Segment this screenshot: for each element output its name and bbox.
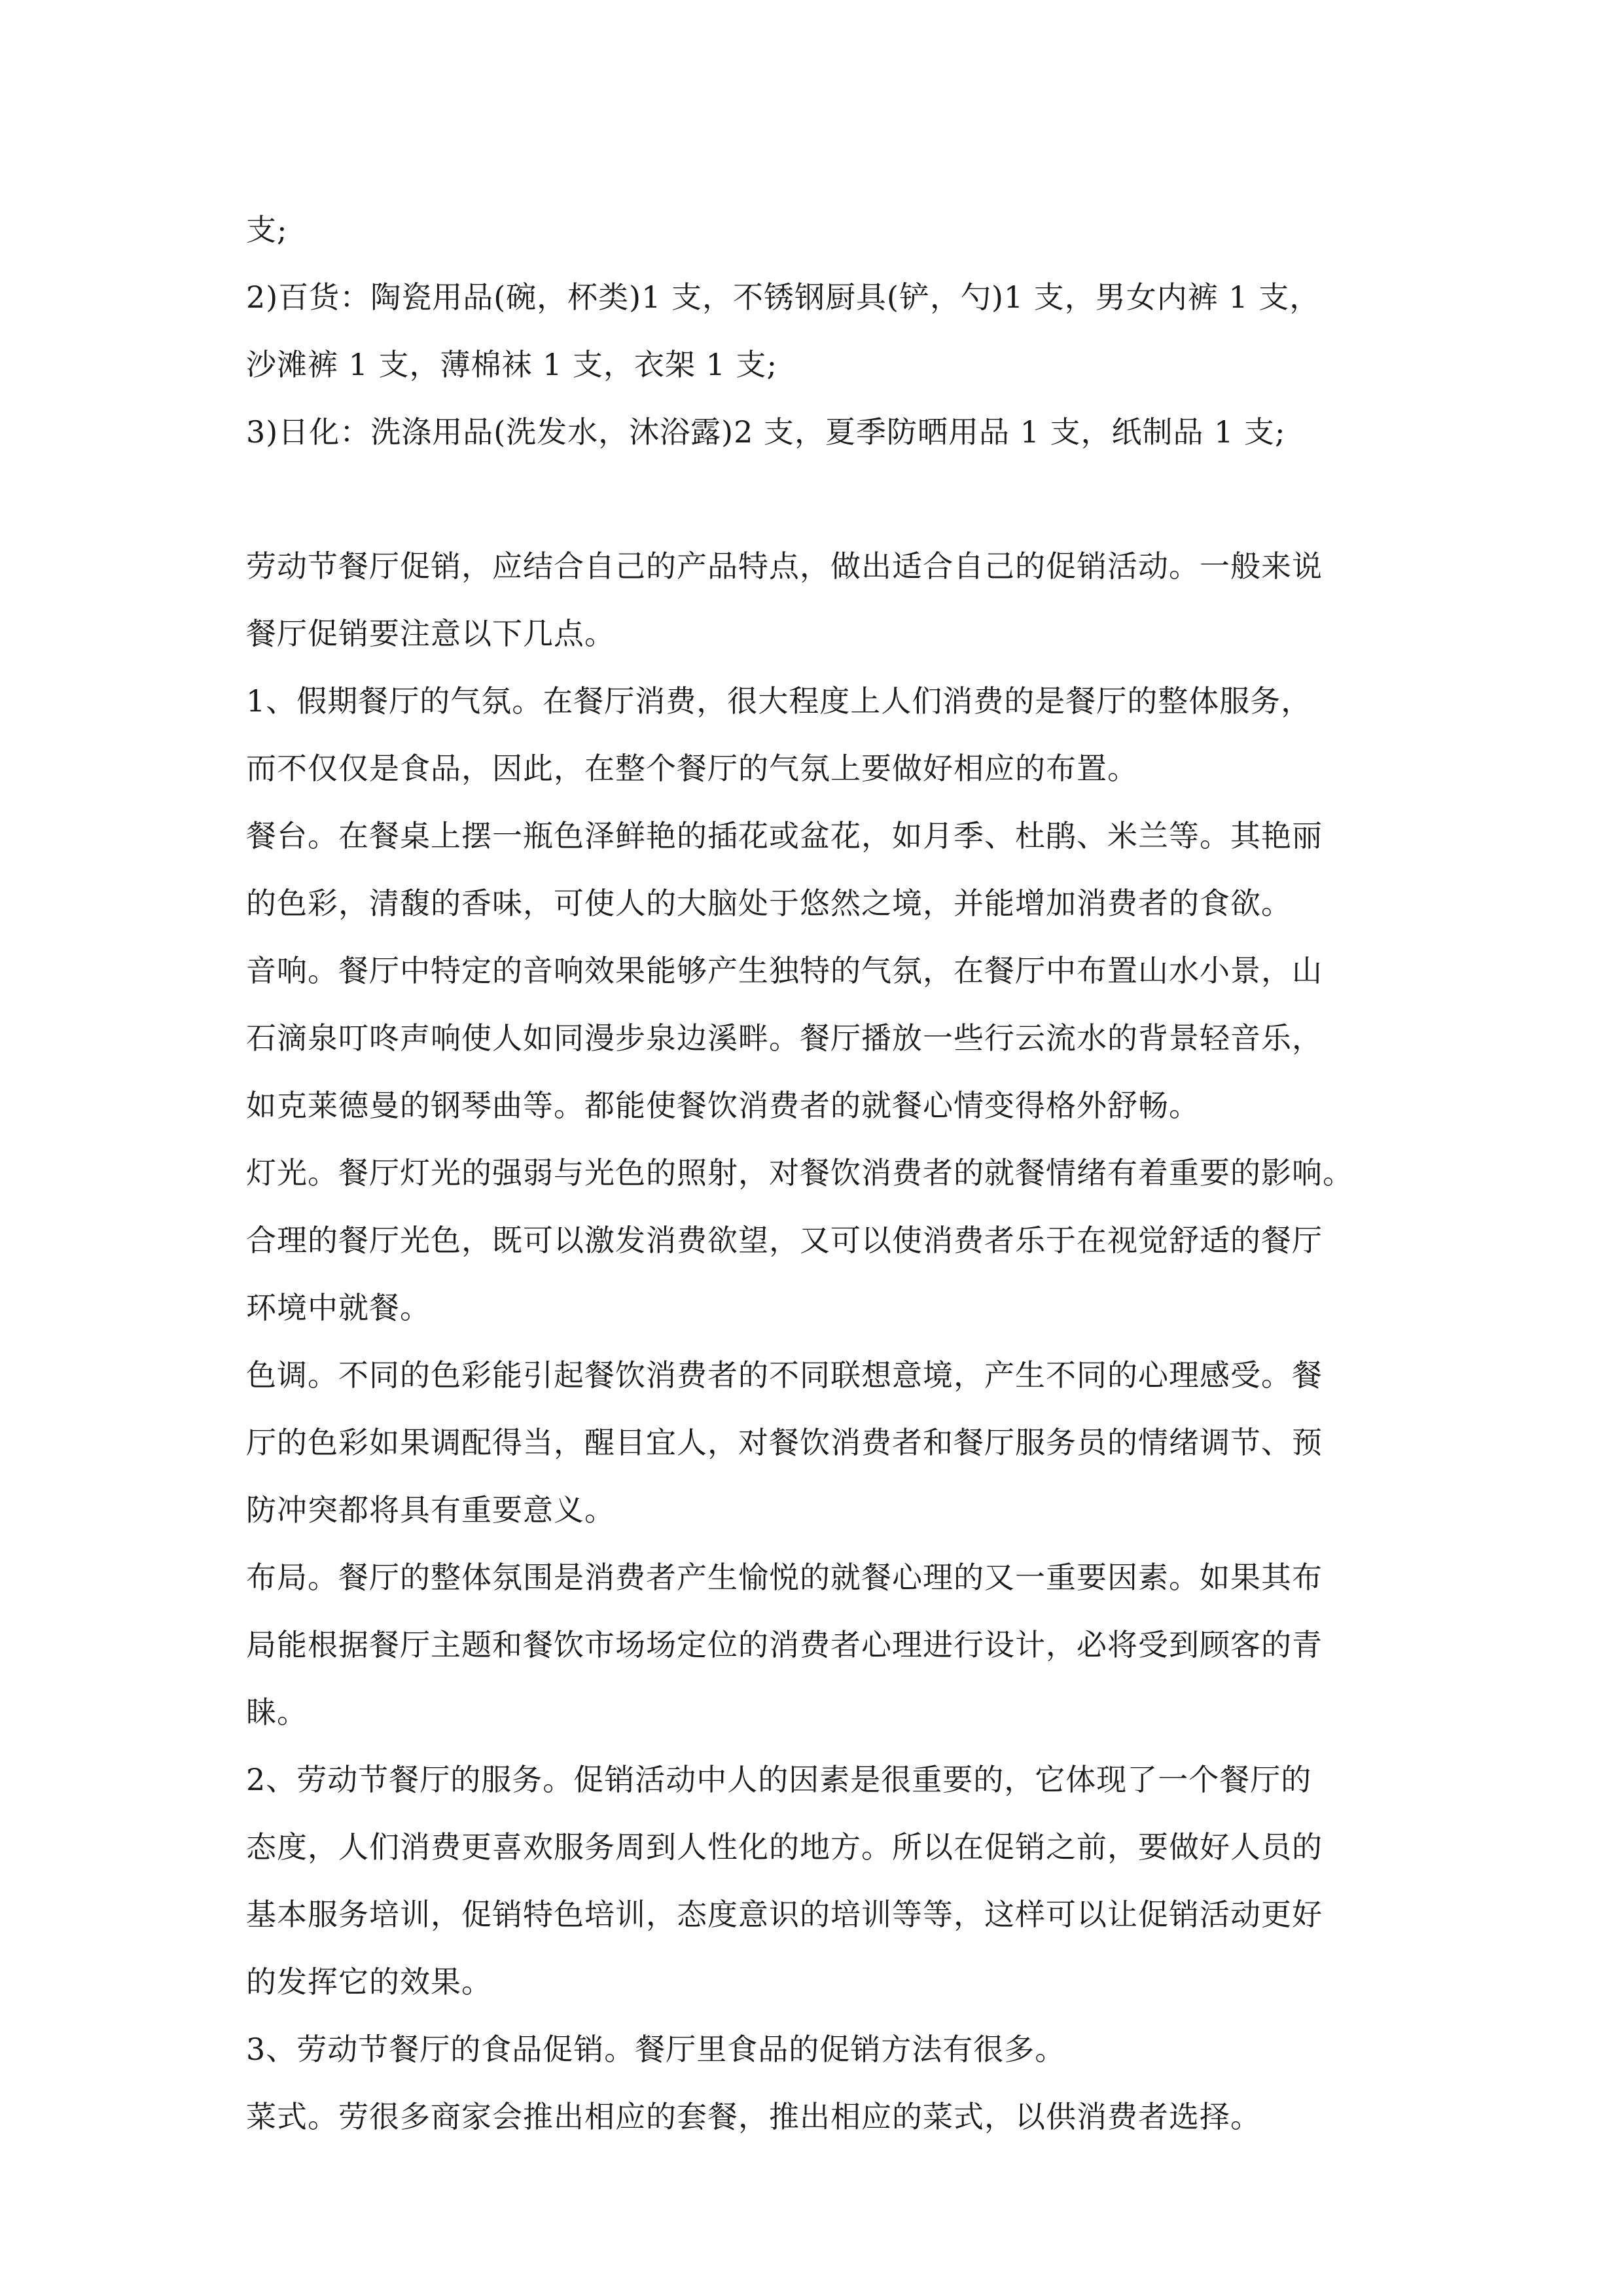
text-line: 态度，人们消费更喜欢服务周到人性化的地方。所以在促销之前，要做好人员的 xyxy=(246,1829,1323,1865)
text-line: 布局。餐厅的整体氛围是消费者产生愉悦的就餐心理的又一重要因素。如果其布 xyxy=(246,1560,1323,1595)
text-line: 餐厅促销要注意以下几点。 xyxy=(246,616,615,651)
text-line: 合理的餐厅光色，既可以激发消费欲望，又可以使消费者乐于在视觉舒适的餐厅 xyxy=(246,1223,1323,1258)
text-line: 基本服务培训，促销特色培训，态度意识的培训等等，这样可以让促销活动更好 xyxy=(246,1897,1323,1932)
text-line: 石滴泉叮咚声响使人如同漫步泉边溪畔。餐厅播放一些行云流水的背景轻音乐， xyxy=(246,1020,1323,1056)
text-line: 菜式。劳很多商家会推出相应的套餐，推出相应的菜式，以供消费者选择。 xyxy=(246,2099,1261,2134)
text-line: 支; xyxy=(246,212,288,247)
text-line: 的色彩，清馥的香味，可使人的大脑处于悠然之境，并能增加消费者的食欲。 xyxy=(246,886,1292,921)
text-line: 灯光。餐厅灯光的强弱与光色的照射，对餐饮消费者的就餐情绪有着重要的影响。 xyxy=(246,1155,1353,1191)
text-line: 的发挥它的效果。 xyxy=(246,1964,492,2000)
text-line: 3、劳动节餐厅的食品促销。餐厅里食品的促销方法有很多。 xyxy=(246,2032,1066,2067)
text-line: 防冲突都将具有重要意义。 xyxy=(246,1492,615,1528)
text-line: 劳动节餐厅促销，应结合自己的产品特点，做出适合自己的促销活动。一般来说 xyxy=(246,548,1323,584)
text-line: 而不仅仅是食品，因此，在整个餐厅的气氛上要做好相应的布置。 xyxy=(246,751,1138,786)
text-line: 厅的色彩如果调配得当，醒目宜人，对餐饮消费者和餐厅服务员的情绪调节、预 xyxy=(246,1425,1323,1460)
paragraph-gap xyxy=(246,466,1385,533)
text-line: 如克莱德曼的钢琴曲等。都能使餐饮消费者的就餐心情变得格外舒畅。 xyxy=(246,1088,1200,1123)
document-body xyxy=(246,196,1385,2151)
text-line: 睐。 xyxy=(246,1695,308,1730)
text-line: 2)百货：陶瓷用品(碗，杯类)1 支，不锈钢厨具(铲，勺)1 支，男女内裤 1 支， xyxy=(246,279,1321,315)
text-line: 环境中就餐。 xyxy=(246,1290,431,1325)
text-line: 沙滩裤 1 支，薄棉袜 1 支，衣架 1 支; xyxy=(246,347,778,382)
text-line: 色调。不同的色彩能引起餐饮消费者的不同联想意境，产生不同的心理感受。餐 xyxy=(246,1357,1323,1393)
text-line: 3)日化：洗涤用品(洗发水，沐浴露)2 支，夏季防晒用品 1 支，纸制品 1 支; xyxy=(246,414,1286,450)
text-line: 1、假期餐厅的气氛。在餐厅消费，很大程度上人们消费的是餐厅的整体服务， xyxy=(246,683,1312,719)
text-line: 局能根据餐厅主题和餐饮市场场定位的消费者心理进行设计，必将受到顾客的青 xyxy=(246,1627,1323,1662)
text-line: 餐台。在餐桌上摆一瓶色泽鲜艳的插花或盆花，如月季、杜鹃、米兰等。其艳丽 xyxy=(246,818,1323,853)
text-line: 音响。餐厅中特定的音响效果能够产生独特的气氛，在餐厅中布置山水小景，山 xyxy=(246,953,1323,988)
text-line: 2、劳动节餐厅的服务。促销活动中人的因素是很重要的，它体现了一个餐厅的 xyxy=(246,1762,1312,1797)
